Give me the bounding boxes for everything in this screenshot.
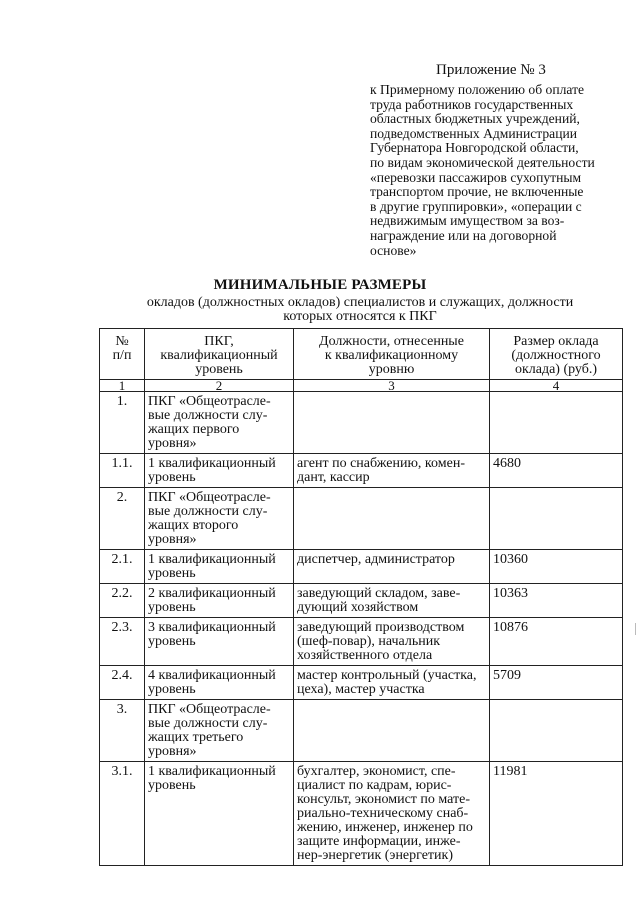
row-positions: заведующий складом, заве- дующий хозяйством [294, 584, 490, 618]
annex-line: награждение или на договорной [370, 227, 557, 243]
row-positions [294, 488, 490, 550]
table-row [100, 392, 623, 454]
table-row [100, 584, 623, 618]
table-row [100, 762, 623, 866]
row-positions: агент по снабжению, комен- дант, кассир [294, 454, 490, 488]
row-number: 2.1. [100, 550, 145, 584]
row-salary: 5709 [490, 666, 623, 700]
row-salary: 10363 [490, 584, 623, 618]
table-row [100, 618, 623, 666]
row-pkg: ПКГ «Общеотрасле- вые должности слу- жащих третьего уровня» [145, 700, 294, 762]
row-number: 2.2. [100, 584, 145, 618]
subtitle-line: окладов (должностных окладов) специалистов и служащих, должности [146, 295, 574, 310]
annex-text [370, 83, 620, 258]
table-row [100, 700, 623, 762]
header-number: № п/п [100, 329, 145, 380]
subtitle-line: которых относятся к ПКГ [283, 309, 437, 324]
header-salary: Размер оклада (должностного оклада) (руб.) [490, 329, 623, 380]
row-salary [490, 488, 623, 550]
annex-line: подведомственных Администрации [370, 125, 578, 141]
row-pkg: ПКГ «Общеотрасле- вые должности слу- жащих первого уровня» [145, 392, 294, 454]
row-pkg: 1 квалификационный уровень [145, 454, 294, 488]
header-positions: Должности, отнесенные к квалификационному уровню [294, 329, 490, 380]
table-row [100, 488, 623, 550]
row-positions: мастер контрольный (участка, цеха), мастер участка [294, 666, 490, 700]
document-subtitle [100, 296, 620, 324]
row-salary: 10876 [490, 618, 623, 666]
row-number: 2.4. [100, 666, 145, 700]
annex-line: недвижимым имуществом за воз- [370, 213, 565, 229]
salary-table [99, 328, 623, 866]
column-number: 3 [294, 380, 490, 392]
row-number: 3. [100, 700, 145, 762]
column-number: 4 [490, 380, 623, 392]
row-salary: 4680 [490, 454, 623, 488]
table-row [100, 550, 623, 584]
row-salary [490, 700, 623, 762]
row-positions: диспетчер, администратор [294, 550, 490, 584]
row-pkg: 4 квалификационный уровень [145, 666, 294, 700]
annex-line: областных бюджетных учреждений, [370, 111, 580, 127]
annex-line: Губернатора Новгородской области, [370, 140, 579, 156]
row-salary: 10360 [490, 550, 623, 584]
row-pkg: 1 квалификационный уровень [145, 762, 294, 866]
annex-line: по видам экономической деятельности [370, 154, 595, 170]
document-title: МИНИМАЛЬНЫЕ РАЗМЕРЫ [213, 277, 427, 293]
table-row [100, 454, 623, 488]
annex-line: основе» [370, 242, 417, 258]
row-number: 2. [100, 488, 145, 550]
annex-title: Приложение № 3 [436, 62, 546, 78]
annex-line: транспортом прочие, не включенные [370, 184, 584, 200]
column-number-row [100, 380, 623, 392]
row-positions [294, 392, 490, 454]
row-number: 1. [100, 392, 145, 454]
table-header-row [100, 329, 623, 380]
row-pkg: 3 квалификационный уровень [145, 618, 294, 666]
annex-line: «перевозки пассажиров сухопутным [370, 169, 582, 185]
scan-edge-mark [635, 623, 636, 635]
row-number: 1.1. [100, 454, 145, 488]
annex-line: труда работников государственных [370, 96, 574, 112]
row-positions: бухгалтер, экономист, спе- циалист по кадрам, юрис- консульт, экономист по мате- риально-техническому снаб- жению, инженер, инженер по защите информации, инже- нер-энергетик (энергетик) [294, 762, 490, 866]
row-number: 2.3. [100, 618, 145, 666]
annex-line: к Примерному положению об оплате [370, 82, 585, 97]
row-number: 3.1. [100, 762, 145, 866]
header-pkg: ПКГ, квалификационный уровень [145, 329, 294, 380]
column-number: 1 [100, 380, 145, 392]
column-number: 2 [145, 380, 294, 392]
row-salary: 11981 [490, 762, 623, 866]
table-row [100, 666, 623, 700]
annex-line: в другие группировки», «операции с [370, 198, 582, 214]
row-salary [490, 392, 623, 454]
row-positions [294, 700, 490, 762]
row-pkg: 1 квалификационный уровень [145, 550, 294, 584]
row-pkg: ПКГ «Общеотрасле- вые должности слу- жащих второго уровня» [145, 488, 294, 550]
row-positions: заведующий производством (шеф-повар), начальник хозяйственного отдела [294, 618, 490, 666]
row-pkg: 2 квалификационный уровень [145, 584, 294, 618]
